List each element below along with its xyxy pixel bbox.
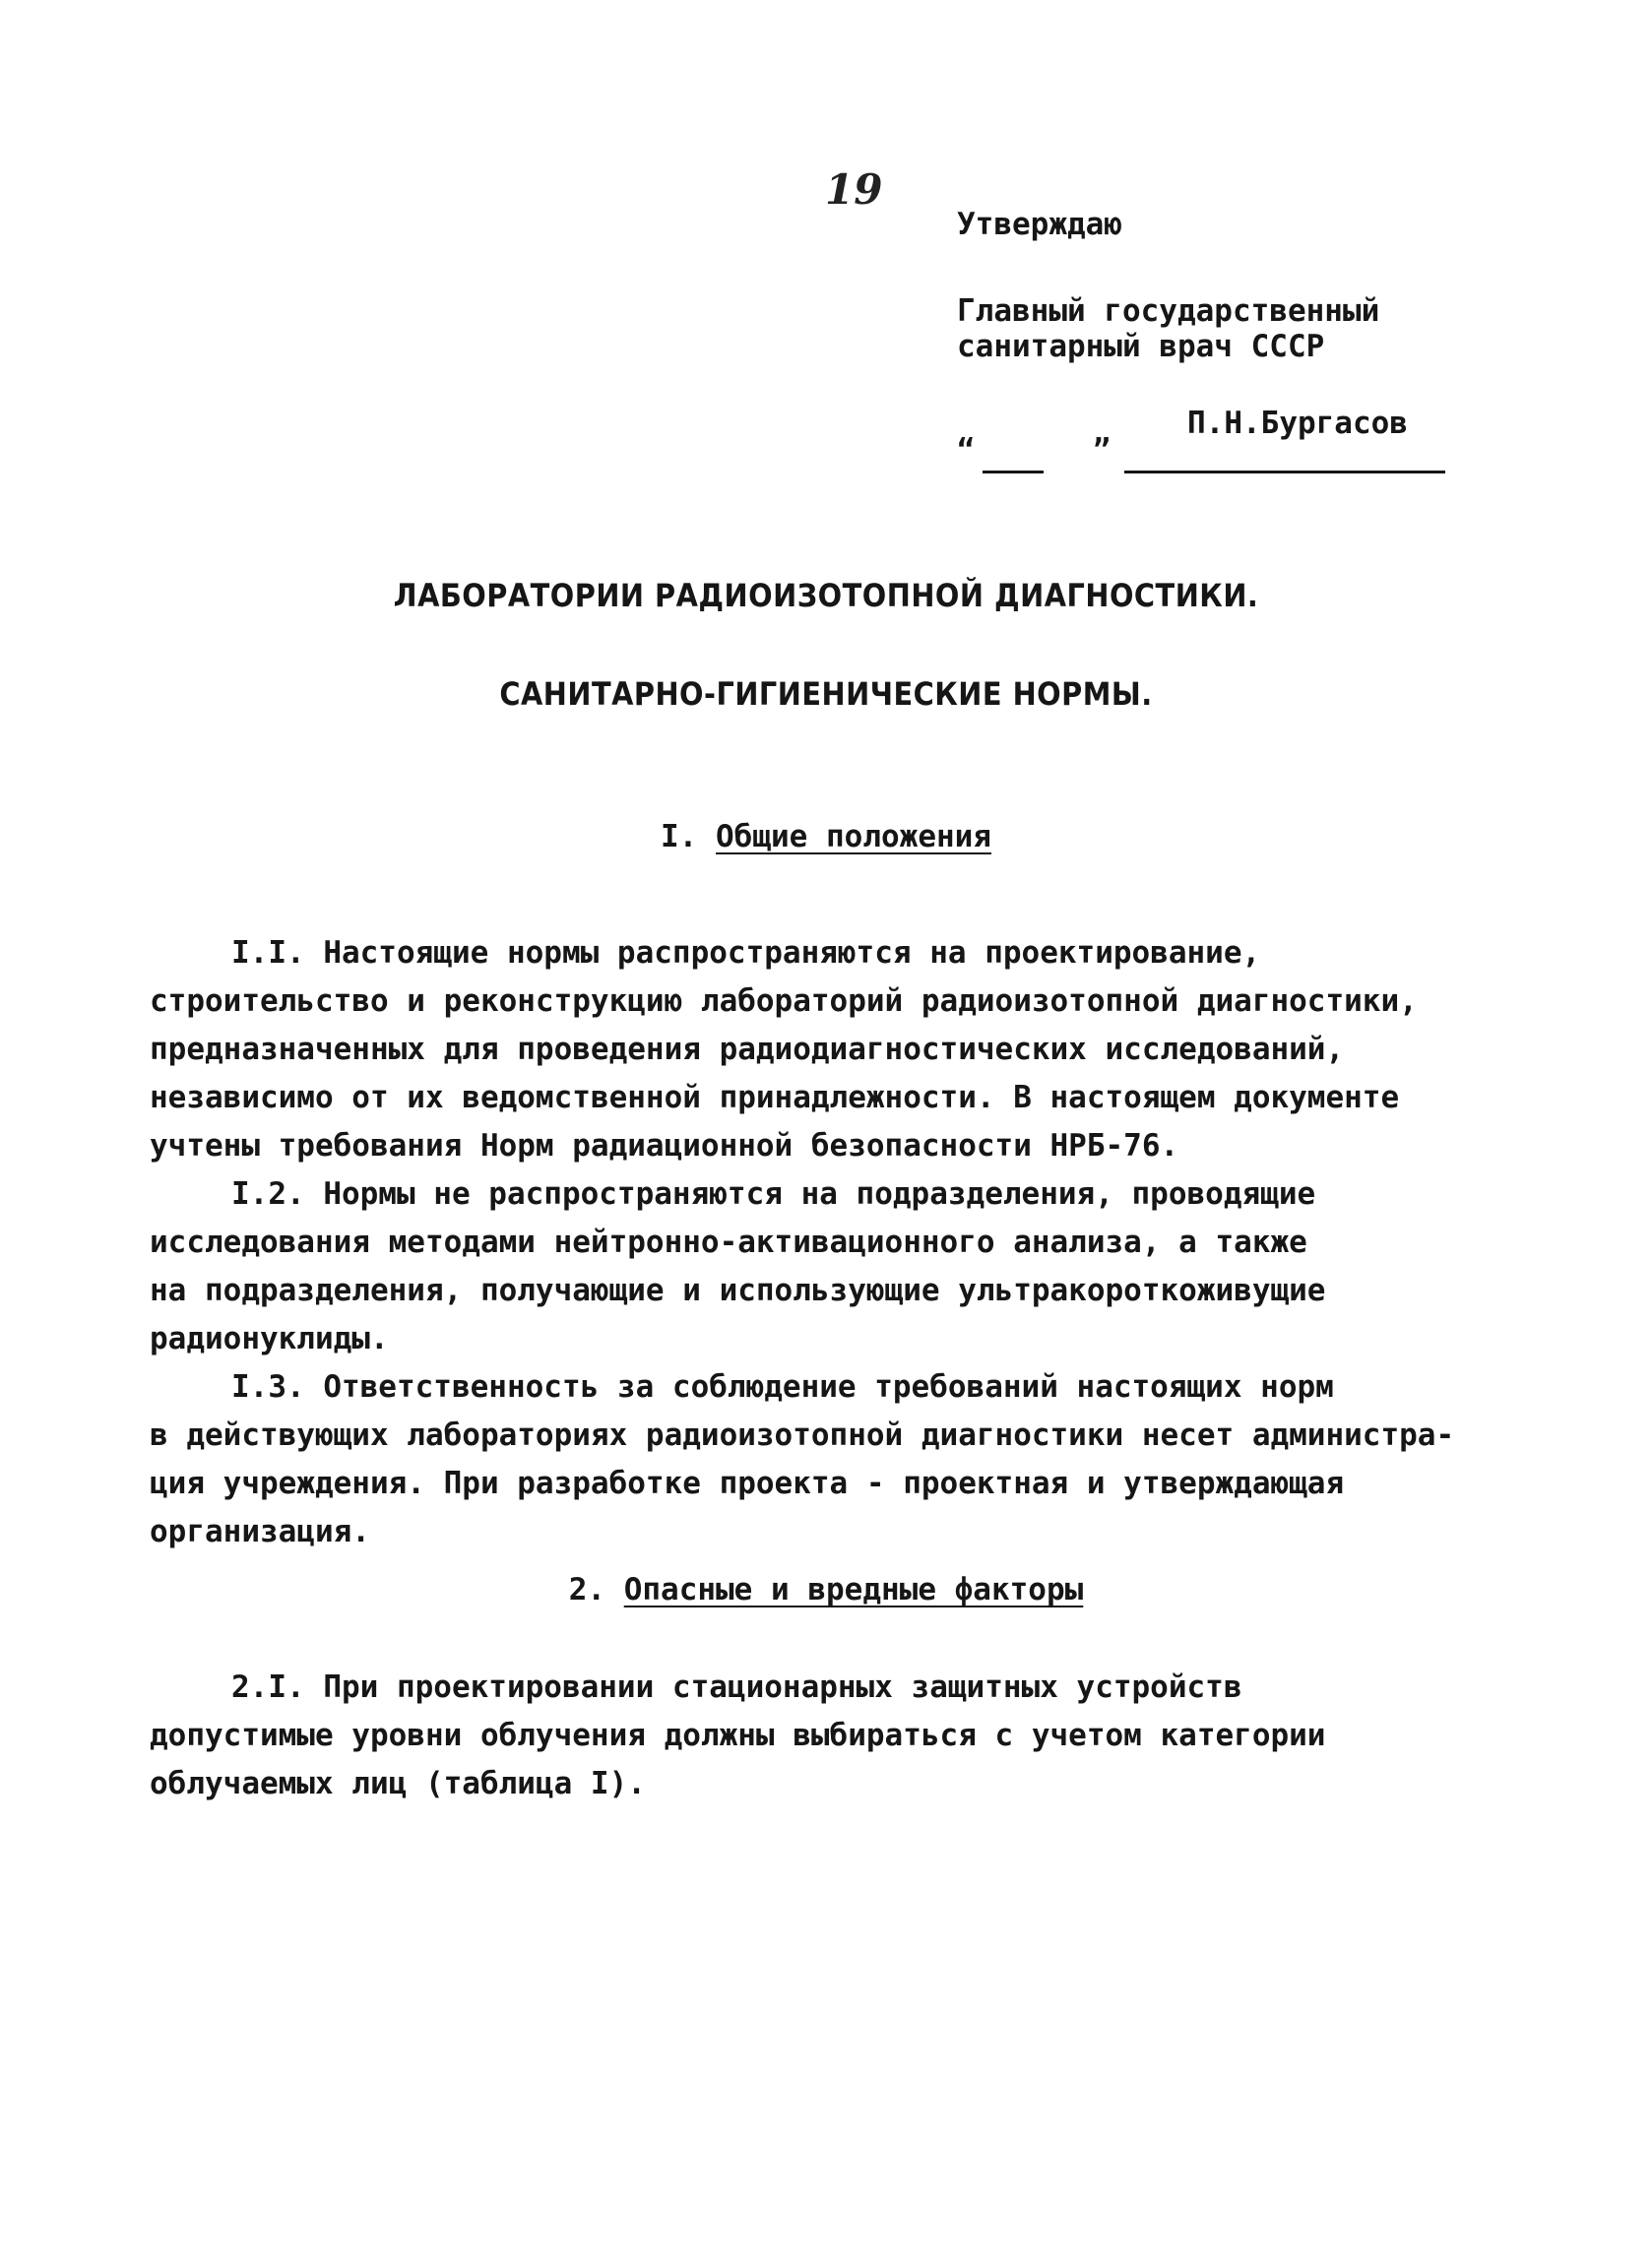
approver-name: П.Н.Бургасов: [1187, 406, 1408, 441]
approval-block: [957, 207, 1469, 441]
paragraph-line: I.2. Нормы не распространяются на подразделения, проводящие: [231, 1176, 1316, 1212]
date-close-quote: ”: [1093, 433, 1112, 468]
date-month-year-blank: [1124, 433, 1445, 473]
approver-position-line-1: Главный государственный: [957, 293, 1380, 329]
paragraph-1-2: [150, 1170, 1538, 1363]
document-title-line-1: ЛАБОРАТОРИИ РАДИОИЗОТОПНОЙ ДИАГНОСТИКИ.: [393, 577, 1259, 614]
paragraph-line: I.I. Настоящие нормы распространяются на проектирование,: [231, 935, 1261, 971]
paragraph-line: учтены требования Норм радиационной безопасности НРБ-76.: [150, 1128, 1179, 1164]
paragraph-line: допустимые уровни облучения должны выбираться с учетом категории: [150, 1718, 1326, 1753]
paragraph-line: облучаемых лиц (таблица I).: [150, 1766, 646, 1801]
paragraph-2-1: [150, 1664, 1538, 1808]
paragraph-line: в действующих лабораториях радиоизотопной диагностики несет администра-: [150, 1418, 1455, 1453]
paragraph-1-3: [150, 1363, 1538, 1556]
paragraph-line: организация.: [150, 1514, 370, 1549]
section-1-number: I.: [661, 819, 698, 854]
page-number: 19: [825, 165, 883, 214]
paragraph-line: исследования методами нейтронно-активационного анализа, а также: [150, 1225, 1307, 1260]
section-1-title: Общие положения: [716, 819, 991, 854]
document-title-line-2: САНИТАРНО-ГИГИЕНИЧЕСКИЕ НОРМЫ.: [499, 675, 1153, 713]
paragraph-1-1: [150, 929, 1538, 1170]
section-2-title: Опасные и вредные факторы: [623, 1572, 1084, 1607]
date-open-quote: “: [957, 433, 976, 468]
paragraph-line: строительство и реконструкцию лабораторий радиоизотопной диагностики,: [150, 983, 1418, 1019]
date-day-blank: [983, 433, 1044, 473]
section-1-heading: [0, 819, 1652, 854]
paragraph-line: предназначенных для проведения радиодиагностических исследований,: [150, 1032, 1345, 1067]
paragraph-line: радионуклиды.: [150, 1321, 389, 1356]
paragraph-line: 2.I. При проектировании стационарных защитных устройств: [231, 1670, 1242, 1705]
section-2-number: 2.: [568, 1572, 606, 1607]
paragraph-line: на подразделения, получающие и использующие ультракороткоживущие: [150, 1273, 1326, 1308]
paragraph-line: независимо от их ведомственной принадлежности. В настоящем документе: [150, 1080, 1400, 1115]
approval-word: Утверждаю: [957, 207, 1122, 242]
section-2-heading: [0, 1572, 1652, 1607]
approver-position-line-2: санитарный врач СССР: [957, 329, 1325, 364]
paragraph-line: I.3. Ответственность за соблюдение требований настоящих норм: [231, 1369, 1334, 1405]
paragraph-line: ция учреждения. При разработке проекта - проектная и утверждающая: [150, 1466, 1345, 1501]
